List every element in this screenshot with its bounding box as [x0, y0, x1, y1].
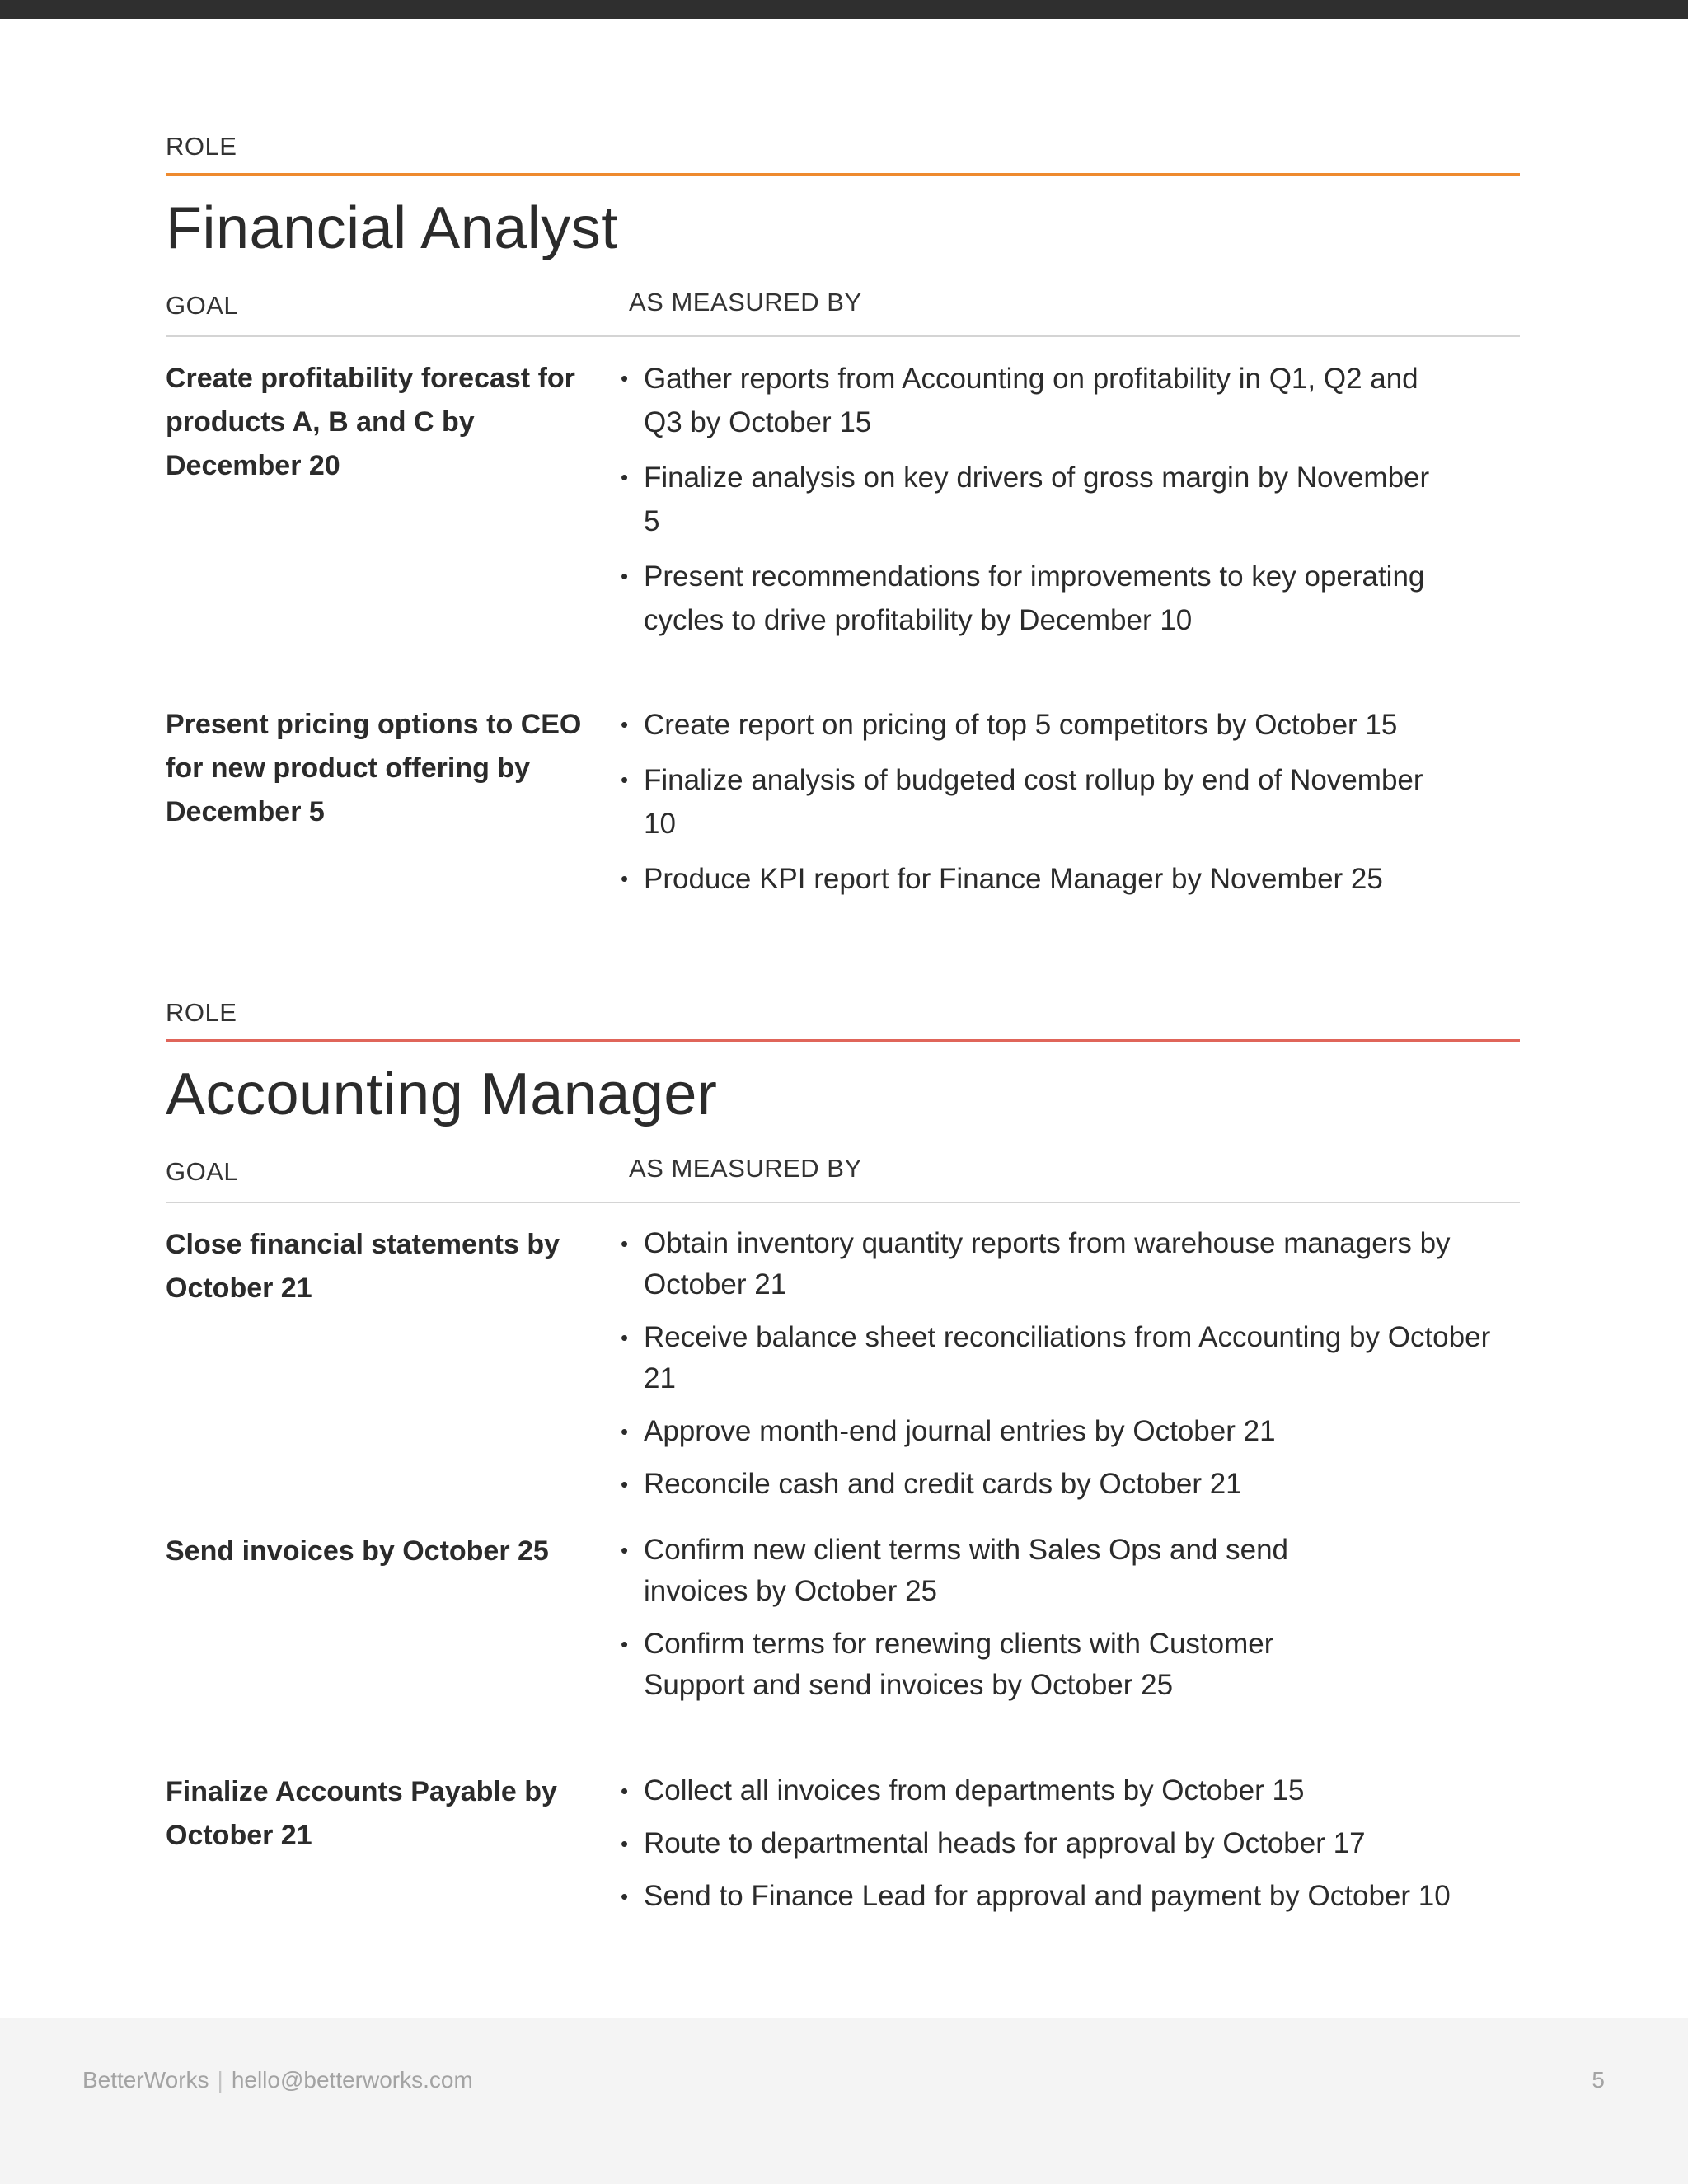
page-number: 5: [1592, 2067, 1605, 2093]
goal-row: [166, 1223, 1520, 1530]
goal-text: Finalize Accounts Payable by October 21: [166, 1776, 557, 1851]
measure-text: Reconcile cash and credit cards by October 21: [644, 1468, 1242, 1500]
table-header: [166, 1152, 1520, 1203]
measure-text: Receive balance sheet reconciliations from Accounting by October 21: [644, 1321, 1491, 1394]
measure-item: [621, 758, 1445, 846]
measure-text: Produce KPI report for Finance Manager by November 25: [644, 863, 1383, 895]
table-header: [166, 286, 1520, 337]
measure-text: Confirm new client terms with Sales Ops and send invoices by October 25: [644, 1534, 1288, 1607]
measure-item: [621, 1624, 1329, 1706]
bullet-icon: •: [621, 1884, 629, 1909]
bullet-icon: •: [621, 465, 629, 490]
bullet-icon: •: [621, 866, 629, 891]
measure-text: Present recommendations for improvements to key operating cycles to drive profitability by December 10: [644, 560, 1425, 636]
measures-list: [621, 1770, 1527, 1929]
role-title: Accounting Manager: [166, 1062, 718, 1127]
footer-email-link[interactable]: hello@betterworks.com: [231, 2067, 473, 2093]
footer-contact: [82, 2067, 473, 2093]
measure-item: [621, 1770, 1527, 1811]
measured-by-column-header: AS MEASURED BY: [629, 1154, 862, 1183]
measure-text: Gather reports from Accounting on profitability in Q1, Q2 and Q3 by October 15: [644, 363, 1418, 438]
measure-text: Finalize analysis on key drivers of gross margin by November 5: [644, 462, 1430, 537]
bullet-icon: •: [621, 366, 629, 391]
measure-item: [621, 1411, 1527, 1452]
role-section-accounting-manager: [166, 998, 1520, 1935]
goal-text: Send invoices by October 25: [166, 1535, 549, 1567]
bullet-icon: •: [621, 1472, 629, 1497]
footer-brand: BetterWorks: [82, 2067, 209, 2093]
goal-row: [166, 357, 1520, 703]
bullet-icon: •: [621, 564, 629, 588]
measure-text: Approve month-end journal entries by October 21: [644, 1415, 1276, 1447]
measures-list: [621, 703, 1445, 912]
measure-text: Collect all invoices from departments by October 15: [644, 1774, 1305, 1807]
bullet-icon: •: [621, 767, 629, 792]
bullet-icon: •: [621, 1831, 629, 1856]
measures-list: [621, 1530, 1329, 1718]
bullet-icon: •: [621, 1231, 629, 1256]
measure-item: [621, 857, 1445, 901]
goal-row: [166, 1770, 1520, 1935]
measure-text: Create report on pricing of top 5 competitors by October 15: [644, 709, 1398, 741]
bullet-icon: •: [621, 712, 629, 737]
measure-text: Finalize analysis of budgeted cost rollup by end of November 10: [644, 764, 1423, 840]
role-label: ROLE: [166, 132, 237, 161]
goal-row: [166, 1530, 1520, 1770]
bullet-icon: •: [621, 1419, 629, 1444]
measure-item: [621, 1317, 1527, 1399]
measure-text: Obtain inventory quantity reports from warehouse managers by October 21: [644, 1227, 1451, 1301]
bullet-icon: •: [621, 1632, 629, 1657]
measure-item: [621, 456, 1445, 543]
goal-text: Create profitability forecast for products A, B and C by December 20: [166, 363, 575, 481]
top-bar: [0, 0, 1688, 19]
measure-item: [621, 1876, 1527, 1917]
measure-text: Route to departmental heads for approval by October 17: [644, 1827, 1366, 1859]
goal-text: Present pricing options to CEO for new product offering by December 5: [166, 709, 582, 827]
measure-item: [621, 1223, 1527, 1305]
measures-list: [621, 357, 1445, 654]
goal-row: [166, 703, 1520, 950]
measure-item: [621, 357, 1445, 444]
measure-item: [621, 555, 1445, 642]
role-divider: [166, 1039, 1520, 1042]
goal-text: Close financial statements by October 21: [166, 1229, 560, 1304]
role-divider: [166, 173, 1520, 176]
role-title: Financial Analyst: [166, 195, 618, 261]
measure-item: [621, 703, 1445, 747]
footer-separator: |: [217, 2067, 223, 2093]
page-footer: [0, 2018, 1688, 2184]
measure-text: Send to Finance Lead for approval and payment by October 10: [644, 1880, 1451, 1912]
measures-list: [621, 1223, 1527, 1516]
role-section-financial-analyst: [166, 132, 1520, 950]
measure-item: [621, 1823, 1527, 1864]
bullet-icon: •: [621, 1538, 629, 1563]
goal-column-header: GOAL: [166, 291, 239, 320]
goal-column-header: GOAL: [166, 1157, 239, 1186]
measure-item: [621, 1530, 1329, 1612]
bullet-icon: •: [621, 1779, 629, 1803]
measure-item: [621, 1464, 1527, 1505]
measure-text: Confirm terms for renewing clients with Customer Support and send invoices by October 25: [644, 1628, 1274, 1701]
role-label: ROLE: [166, 998, 237, 1027]
bullet-icon: •: [621, 1325, 629, 1350]
measured-by-column-header: AS MEASURED BY: [629, 288, 862, 316]
